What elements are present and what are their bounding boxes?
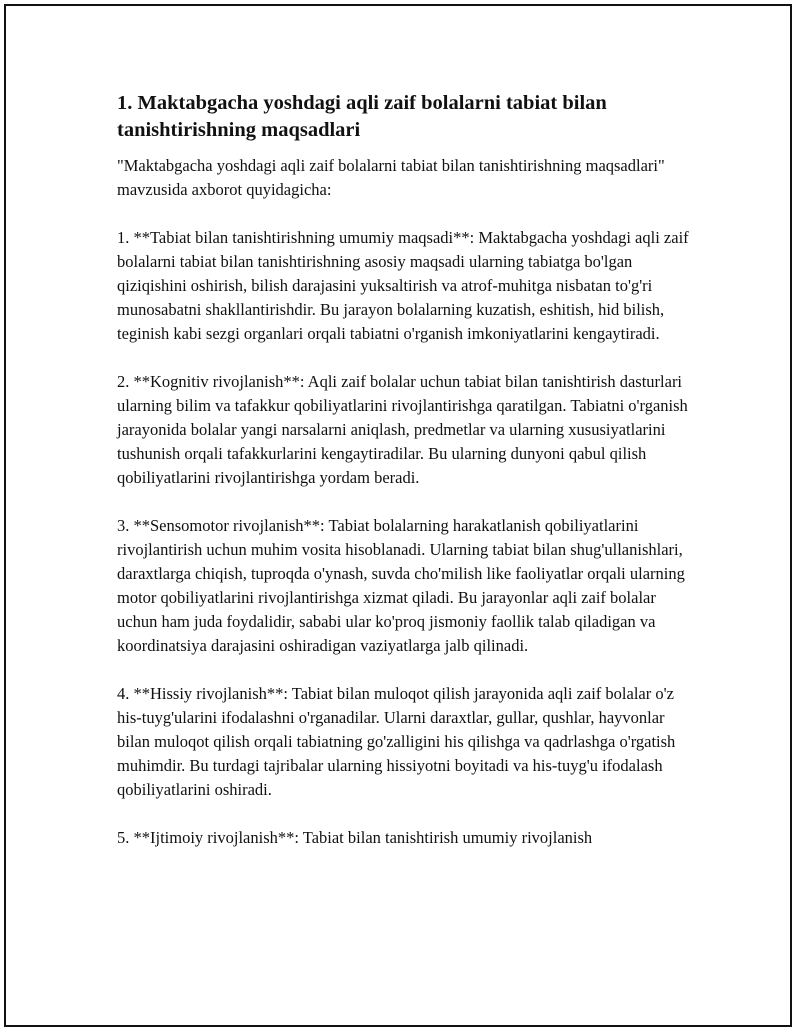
paragraph-cognitive: 2. **Kognitiv rivojlanish**: Aqli zaif bolalar uchun tabiat bilan tanishtirish dasturlari ularning bilim va tafakkur qobiliyatlarini rivojlantirishga qaratilgan. Tabiatni o'rganish jarayonida bolalar yangi narsalarni aniqlash, predmetlar va ularning xususiyatlarini tushunish orqali tafakkurlarini kengaytiradilar. Bu ularning dunyoni qabul qilish qobiliyatlarini rivojlantirishga yordam beradi. — [117, 372, 688, 487]
intro-paragraph: "Maktabgacha yoshdagi aqli zaif bolalarni tabiat bilan tanishtirishning maqsadlari" mavzusida axborot quyidagicha: — [117, 156, 665, 199]
paragraph-social: 5. **Ijtimoiy rivojlanish**: Tabiat bilan tanishtirish umumiy rivojlanish — [117, 828, 593, 847]
paragraph-general-goal: 1. **Tabiat bilan tanishtirishning umumiy maqsadi**: Maktabgacha yoshdagi aqli zaif bolalarni tabiat bilan tanishtirishning asosiy maqsadi ularning tabiatga bo'lgan qiziqishini oshirish, bilish darajasini yuksaltirish va atrof-muhitga nisbatan to'g'ri munosabatni shakllantirishdir. Bu jarayon bolalarning kuzatish, eshitish, hid bilish, teginish kabi sezgi organlari orqali tabiatni o'rganish imkoniyatlarini kengaytiradi. — [117, 228, 689, 343]
document-title: 1. Maktabgacha yoshdagi aqli zaif bolalarni tabiat bilan tanishtirishning maqsadlari — [117, 92, 607, 141]
paragraph-emotional: 4. **Hissiy rivojlanish**: Tabiat bilan muloqot qilish jarayonida aqli zaif bolalar o'z his-tuyg'ularini ifodalashni o'rganadilar. Ularni daraxtlar, gullar, qushlar, hayvonlar bilan muloqot qilish orqali tabiatning go'zalligini his qilishga va qadrlashga o'rgatish muhimdir. Bu turdagi tajribalar ularning hissiyotni boyitadi va his-tuyg'u ifodalash qobiliyatlarini oshiradi. — [117, 684, 676, 799]
document-body — [117, 90, 697, 874]
paragraph-sensorimotor: 3. **Sensomotor rivojlanish**: Tabiat bolalarning harakatlanish qobiliyatlarini rivojlantirish uchun muhim vosita hisoblanadi. Ularning tabiat bilan shug'ullanishlari, daraxtlarga chiqish, tuproqda o'ynash, suvda cho'milish like faoliyatlar orqali ularning motor qobiliyatlarini rivojlantirishga xizmat qiladi. Bu jarayonlar aqli zaif bolalar uchun ham juda foydalidir, sababi ular ko'proq jismoniy faollik talab qiladigan va koordinatsiya darajasini oshiradigan vaziyatlarga jalb qilinadi. — [117, 516, 685, 655]
